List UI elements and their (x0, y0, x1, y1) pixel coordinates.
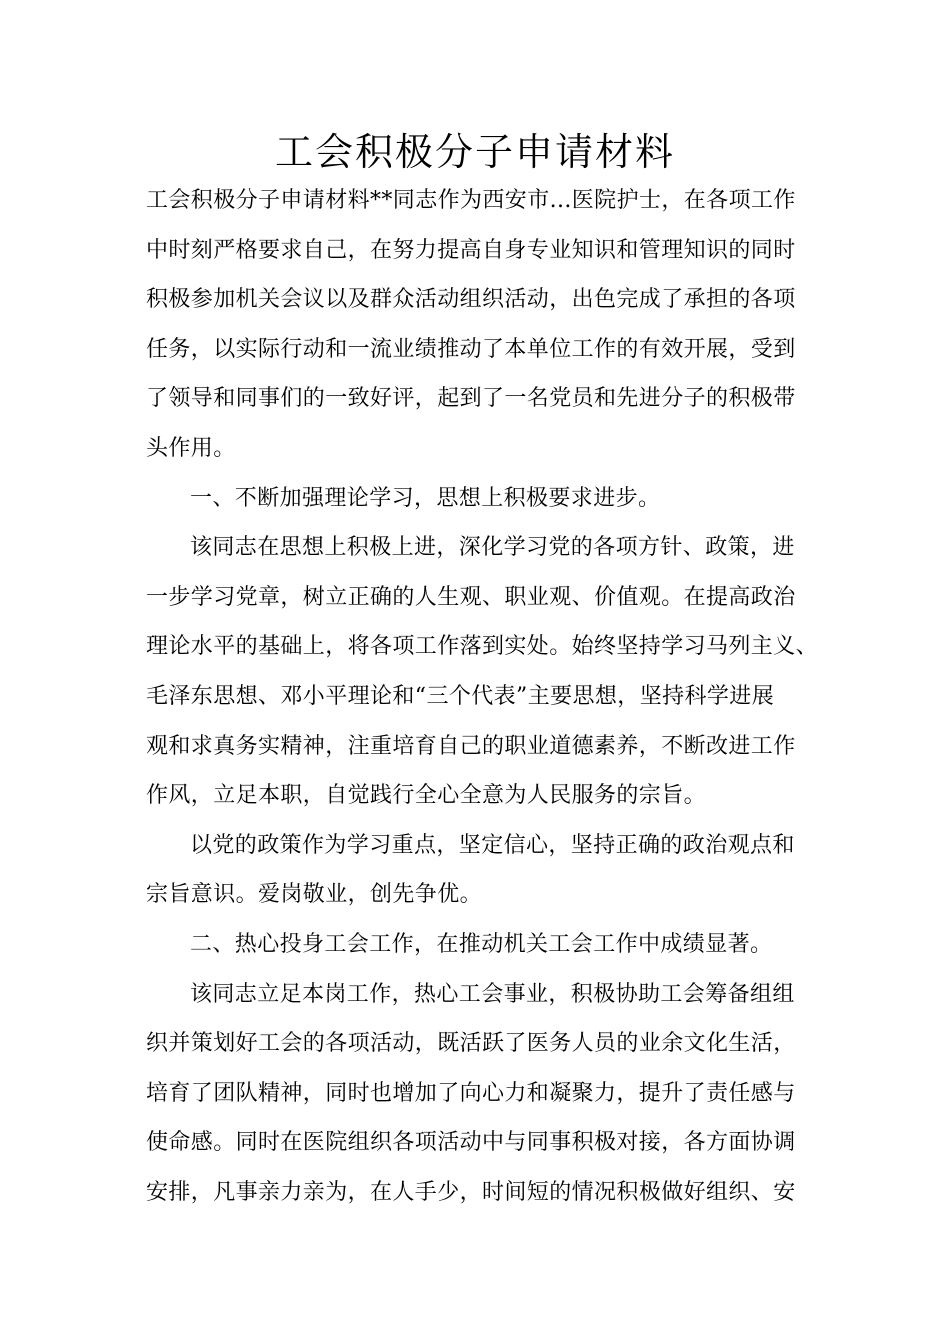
body-text-line: 头作用。 (146, 435, 236, 461)
body-text-line: 任务，以实际行动和一流业绩推动了本单位工作的有效开展，受到 (146, 336, 796, 362)
document-body (146, 176, 819, 1217)
body-text-line: 宗旨意识。爱岗敬业，创先争优。 (146, 882, 483, 908)
body-text-line: 毛泽东思想、邓小平理论和“三个代表”主要思想，坚持科学进展 (146, 683, 775, 709)
body-text-line: 工会积极分子申请材料**同志作为西安市...医院护士，在各项工作 (146, 188, 796, 213)
body-text-line: 二、热心投身工会工作，在推动机关工会工作中成绩显著。 (190, 931, 773, 957)
body-text-line: 织并策划好工会的各项活动，既活跃了医务人员的业余文化生活， (146, 1031, 796, 1057)
body-text-line: 培育了团队精神，同时也增加了向心力和凝聚力，提升了责任感与 (146, 1080, 796, 1106)
document-title: 工会积极分子申请材料 (274, 130, 675, 174)
body-text-line: 以党的政策作为学习重点，坚定信心，坚持正确的政治观点和 (190, 832, 795, 858)
body-text-line: 该同志立足本岗工作，热心工会事业，积极协助工会筹备组组 (190, 981, 795, 1007)
body-text-line: 该同志在思想上积极上进，深化学习党的各项方针、政策，进 (190, 535, 795, 561)
body-text-line: 理论水平的基础上，将各项工作落到实处。始终坚持学习马列主义、 (146, 634, 819, 660)
body-text-line: 安排，凡事亲力亲为，在人手少，时间短的情况积极做好组织、安 (146, 1179, 796, 1205)
body-text-line: 一步学习党章，树立正确的人生观、职业观、价值观。在提高政治 (146, 584, 796, 610)
body-text-line: 使命感。同时在医院组织各项活动中与同事积极对接，各方面协调 (146, 1130, 796, 1156)
body-text-line: 观和求真务实精神，注重培育自己的职业道德素养，不断改进工作 (146, 733, 796, 759)
body-text-line: 一、不断加强理论学习，思想上积极要求进步。 (190, 485, 661, 511)
body-text-line: 作风，立足本职，自觉践行全心全意为人民服务的宗旨。 (146, 783, 707, 809)
body-text-line: 了领导和同事们的一致好评，起到了一名党员和先进分子的积极带 (146, 386, 796, 412)
body-text-line: 中时刻严格要求自己，在努力提高自身专业知识和管理知识的同时 (146, 237, 796, 263)
body-text-line: 积极参加机关会议以及群众活动组织活动，出色完成了承担的各项 (146, 287, 796, 313)
